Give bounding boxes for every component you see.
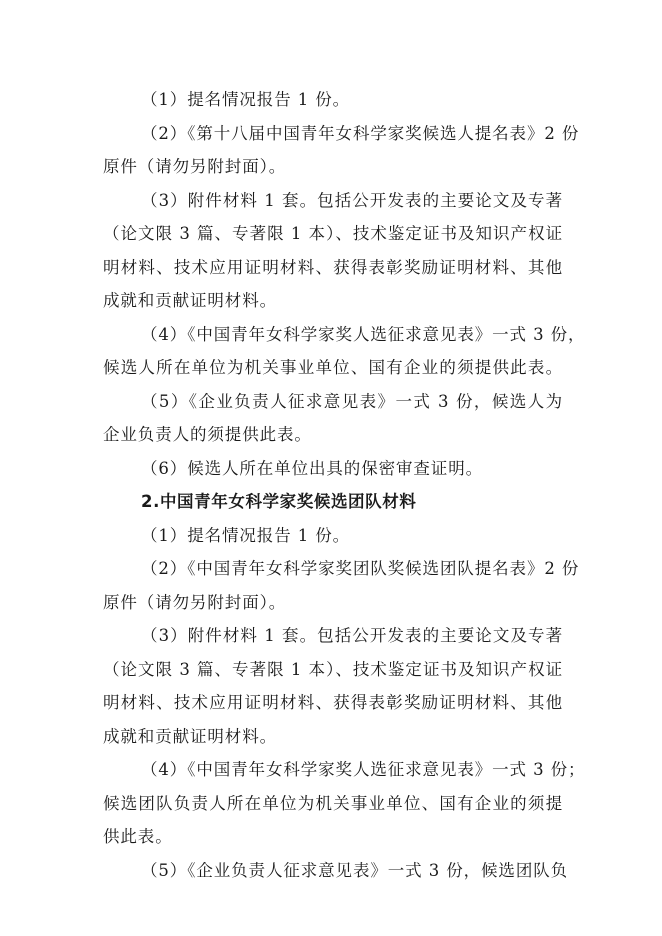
item-3-continued-1: （论文限 3 篇、专著限 1 本）、技术鉴定证书及知识产权证 bbox=[103, 224, 563, 243]
item-2-continued: 原件（请勿另附封面）。 bbox=[103, 157, 287, 176]
team-item-3-continued-1: （论文限 3 篇、专著限 1 本）、技术鉴定证书及知识产权证 bbox=[103, 659, 563, 679]
team-item-1-report: （1）提名情况报告 1 份。 bbox=[141, 525, 351, 545]
document-page bbox=[103, 83, 586, 887]
item-3-continued-2: 明材料、技术应用证明材料、获得表彰奖励证明材料、其他 bbox=[103, 257, 563, 277]
item-3-attachments: （3）附件材料 1 套。包括公开发表的主要论文及专著 bbox=[141, 190, 563, 210]
item-5-enterprise-form: （5）《企业负责人征求意见表》一式 3 份，候选人为 bbox=[141, 391, 563, 411]
team-item-3-continued-2: 明材料、技术应用证明材料、获得表彰奖励证明材料、其他 bbox=[103, 693, 563, 712]
team-item-2-continued: 原件（请勿另附封面）。 bbox=[103, 592, 287, 612]
team-item-4-opinion-form: （4）《中国青年女科学家奖人选征求意见表》一式 3 份； bbox=[141, 760, 586, 779]
item-6-security-review: （6）候选人所在单位出具的保密审查证明。 bbox=[141, 458, 483, 478]
item-1-report: （1）提名情况报告 1 份。 bbox=[141, 90, 351, 109]
team-item-5-enterprise-form: （5）《企业负责人征求意见表》一式 3 份，候选团队负 bbox=[141, 860, 569, 880]
team-item-3-continued-3: 成就和贡献证明材料。 bbox=[103, 726, 277, 746]
team-item-4-continued-2: 供此表。 bbox=[103, 827, 173, 846]
team-item-2-nomination-form: （2）《中国青年女科学家奖团队奖候选团队提名表》2 份 bbox=[141, 559, 580, 578]
item-5-continued: 企业负责人的须提供此表。 bbox=[103, 425, 312, 444]
item-4-continued: 候选人所在单位为机关事业单位、国有企业的须提供此表。 bbox=[103, 358, 563, 377]
team-item-4-continued: 候选团队负责人所在单位为机关事业单位、国有企业的须提 bbox=[103, 793, 563, 813]
item-2-nomination-form: （2）《第十八届中国青年女科学家奖候选人提名表》2 份 bbox=[141, 123, 580, 143]
item-4-opinion-form: （4）《中国青年女科学家奖人选征求意见表》一式 3 份， bbox=[141, 324, 586, 344]
item-3-continued-3: 成就和贡献证明材料。 bbox=[103, 291, 277, 310]
section-heading-team-materials: 2.中国青年女科学家奖候选团队材料 bbox=[141, 492, 417, 511]
team-item-3-attachments: （3）附件材料 1 套。包括公开发表的主要论文及专著 bbox=[141, 626, 563, 645]
